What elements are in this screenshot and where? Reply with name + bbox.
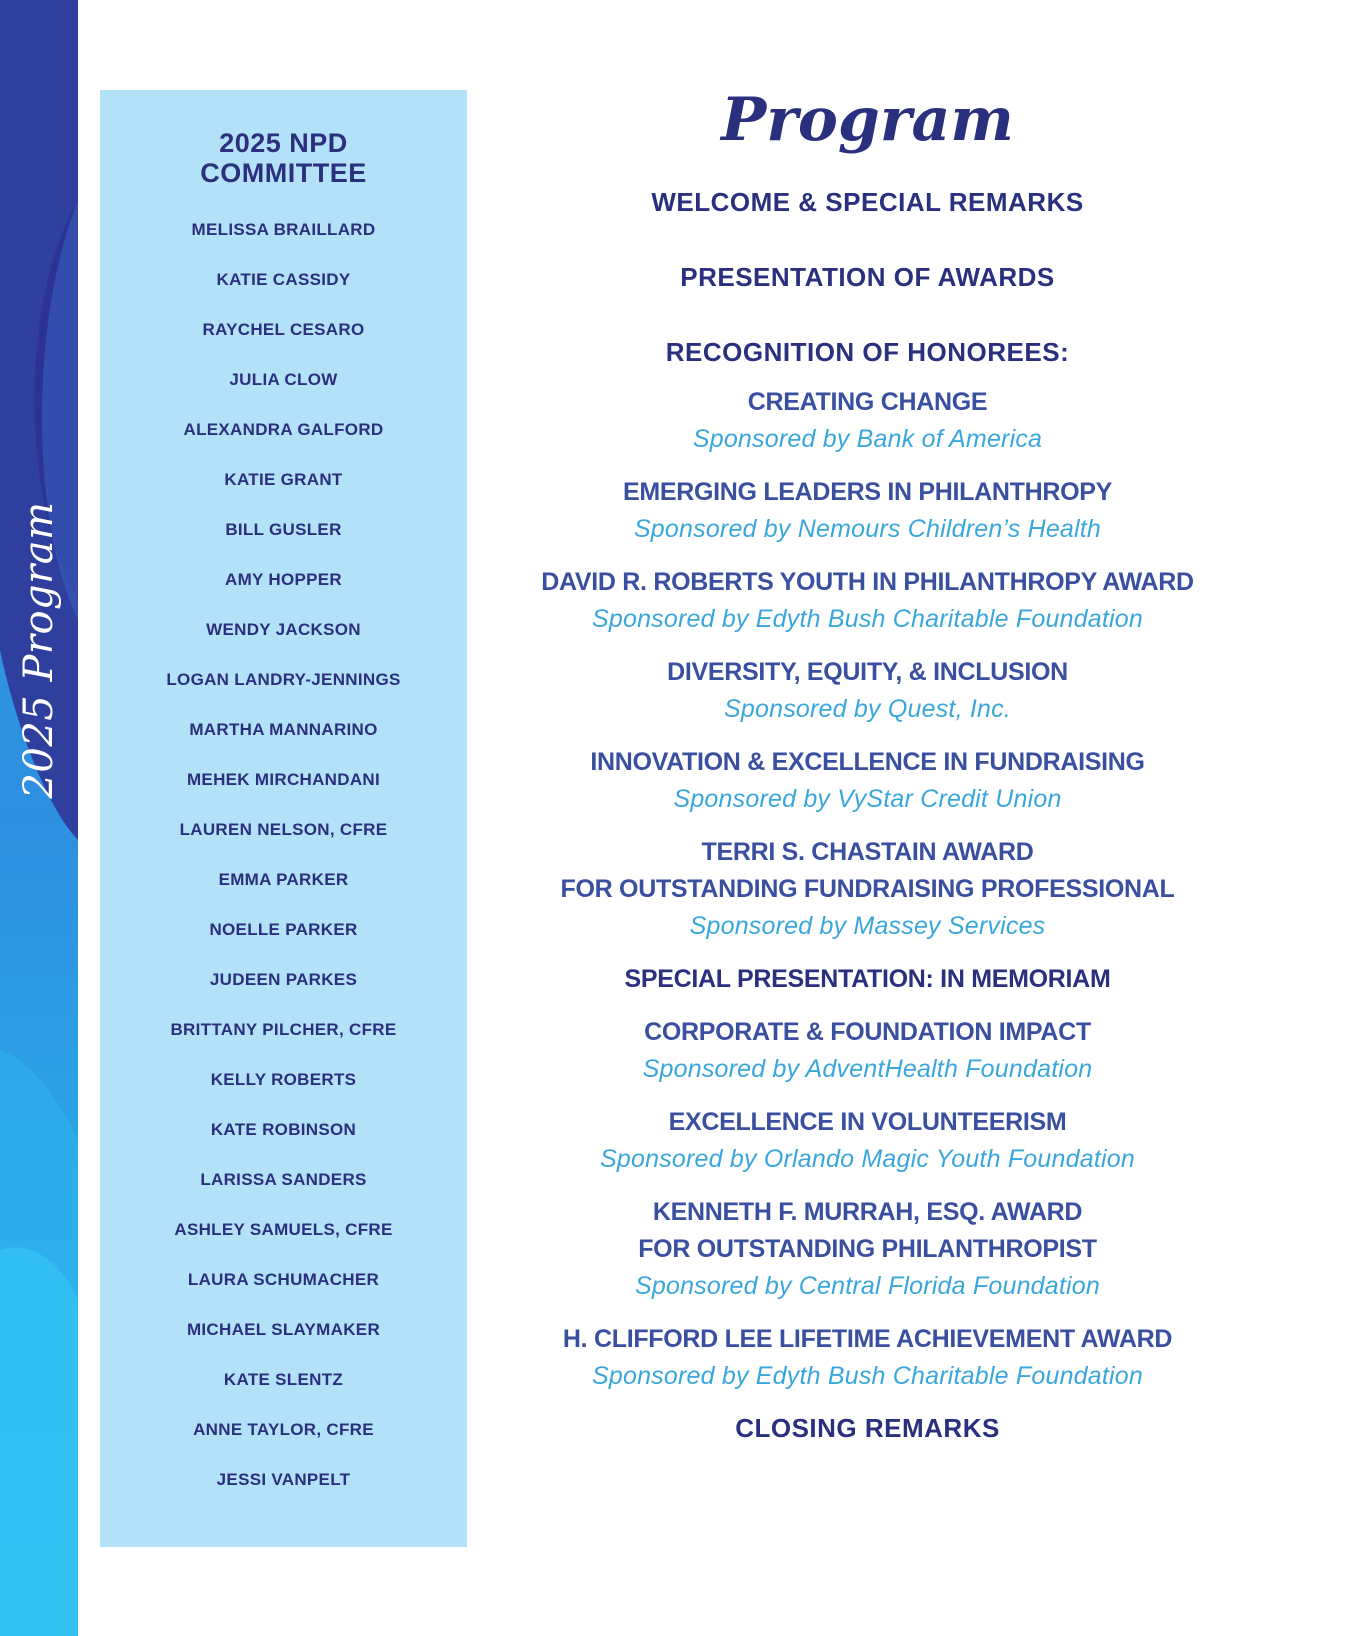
award-name: H. CLIFFORD LEE LIFETIME ACHIEVEMENT AWARD — [562, 1325, 1173, 1353]
wave-background — [0, 0, 78, 1636]
presentation-heading: PRESENTATION OF AWARDS — [680, 262, 1055, 292]
committee-member: KATE SLENTZ — [223, 1370, 344, 1389]
committee-member: MARTHA MANNARINO — [189, 720, 378, 739]
recognition-heading: RECOGNITION OF HONOREES: — [665, 337, 1070, 367]
committee-member: MICHAEL SLAYMAKER — [186, 1320, 381, 1339]
committee-member: KATIE CASSIDY — [216, 270, 351, 289]
award-sponsor: Sponsored by Massey Services — [689, 912, 1046, 940]
award-sponsor: Sponsored by Orlando Magic Youth Foundation — [600, 1145, 1135, 1173]
award-name: KENNETH F. MURRAH, ESQ. AWARD — [652, 1198, 1083, 1226]
award-item — [520, 1014, 1215, 1088]
award-item — [520, 474, 1215, 548]
closing-section — [520, 1413, 1215, 1443]
award-name: DAVID R. ROBERTS YOUTH IN PHILANTHROPY AWARD — [541, 568, 1194, 596]
closing-heading: CLOSING REMARKS — [735, 1413, 1000, 1443]
award-name: TERRI S. CHASTAIN AWARD — [701, 838, 1034, 866]
committee-member: ASHLEY SAMUELS, CFRE — [174, 1220, 393, 1239]
committee-member: EMMA PARKER — [218, 870, 349, 889]
committee-member: MEHEK MIRCHANDANI — [186, 770, 381, 789]
award-sponsor: Sponsored by VyStar Credit Union — [673, 785, 1062, 813]
award-sponsor: Sponsored by Central Florida Foundation — [634, 1272, 1100, 1300]
award-name: EXCELLENCE IN VOLUNTEERISM — [668, 1108, 1067, 1136]
committee-member: LAUREN NELSON, CFRE — [179, 820, 388, 839]
committee-member: KELLY ROBERTS — [210, 1070, 357, 1089]
award-item — [520, 654, 1215, 728]
award-sponsor: Sponsored by Bank of America — [692, 425, 1043, 453]
committee-member: NOELLE PARKER — [209, 920, 358, 939]
committee-member: BRITTANY PILCHER, CFRE — [170, 1020, 397, 1039]
committee-member: LARISSA SANDERS — [200, 1170, 367, 1189]
award-sponsor: Sponsored by Edyth Bush Charitable Foundation — [591, 605, 1144, 633]
committee-member: RAYCHEL CESARO — [202, 320, 365, 339]
award-name: INNOVATION & EXCELLENCE IN FUNDRAISING — [590, 748, 1145, 776]
committee-member: JESSI VANPELT — [216, 1470, 351, 1489]
committee-member: LOGAN LANDRY-JENNINGS — [166, 670, 401, 689]
award-item — [520, 744, 1215, 818]
award-name: EMERGING LEADERS IN PHILANTHROPY — [622, 478, 1113, 506]
committee-title-line2: COMMITTEE — [200, 158, 367, 188]
committee-panel — [100, 90, 467, 1547]
committee-member: AMY HOPPER — [225, 570, 342, 589]
welcome-section — [520, 187, 1215, 217]
award-item — [520, 1104, 1215, 1178]
committee-member: JULIA CLOW — [229, 370, 338, 389]
award-name-line2: FOR OUTSTANDING FUNDRAISING PROFESSIONAL — [560, 875, 1175, 903]
program-title: Program — [721, 85, 1014, 155]
award-name: CORPORATE & FOUNDATION IMPACT — [644, 1018, 1091, 1046]
committee-member: LAURA SCHUMACHER — [187, 1270, 380, 1289]
award-item — [520, 564, 1215, 638]
award-sponsor: Sponsored by Nemours Children’s Health — [633, 515, 1102, 543]
committee-title — [100, 128, 467, 188]
committee-member: MELISSA BRAILLARD — [191, 220, 376, 239]
committee-title-line1: 2025 NPD — [219, 128, 348, 158]
award-item — [520, 834, 1215, 945]
committee-member: KATE ROBINSON — [210, 1120, 357, 1139]
award-item — [520, 1321, 1215, 1395]
presentation-section — [520, 262, 1215, 292]
committee-member: ANNE TAYLOR, CFRE — [193, 1420, 374, 1439]
award-sponsor: Sponsored by AdventHealth Foundation — [642, 1055, 1093, 1083]
award-item — [520, 961, 1215, 998]
award-name: SPECIAL PRESENTATION: IN MEMORIAM — [624, 965, 1111, 993]
committee-member-list — [100, 220, 467, 1520]
committee-member: BILL GUSLER — [225, 520, 342, 539]
award-sponsor: Sponsored by Quest, Inc. — [724, 695, 1011, 723]
award-sponsor: Sponsored by Edyth Bush Charitable Foundation — [591, 1362, 1144, 1390]
award-name: DIVERSITY, EQUITY, & INCLUSION — [667, 658, 1068, 686]
program-column — [520, 80, 1215, 1443]
award-name-line2: FOR OUTSTANDING PHILANTHROPIST — [638, 1235, 1097, 1263]
committee-member: KATIE GRANT — [224, 470, 343, 489]
recognition-section — [520, 337, 1215, 367]
committee-member: JUDEEN PARKES — [209, 970, 358, 989]
award-name: CREATING CHANGE — [747, 388, 988, 416]
award-item — [520, 384, 1215, 458]
committee-member: ALEXANDRA GALFORD — [183, 420, 384, 439]
decorative-side-strip — [0, 0, 78, 1636]
award-item — [520, 1194, 1215, 1305]
welcome-heading: WELCOME & SPECIAL REMARKS — [651, 187, 1084, 217]
committee-member: WENDY JACKSON — [206, 620, 361, 639]
side-tab-label: 2025 Program — [16, 501, 62, 799]
